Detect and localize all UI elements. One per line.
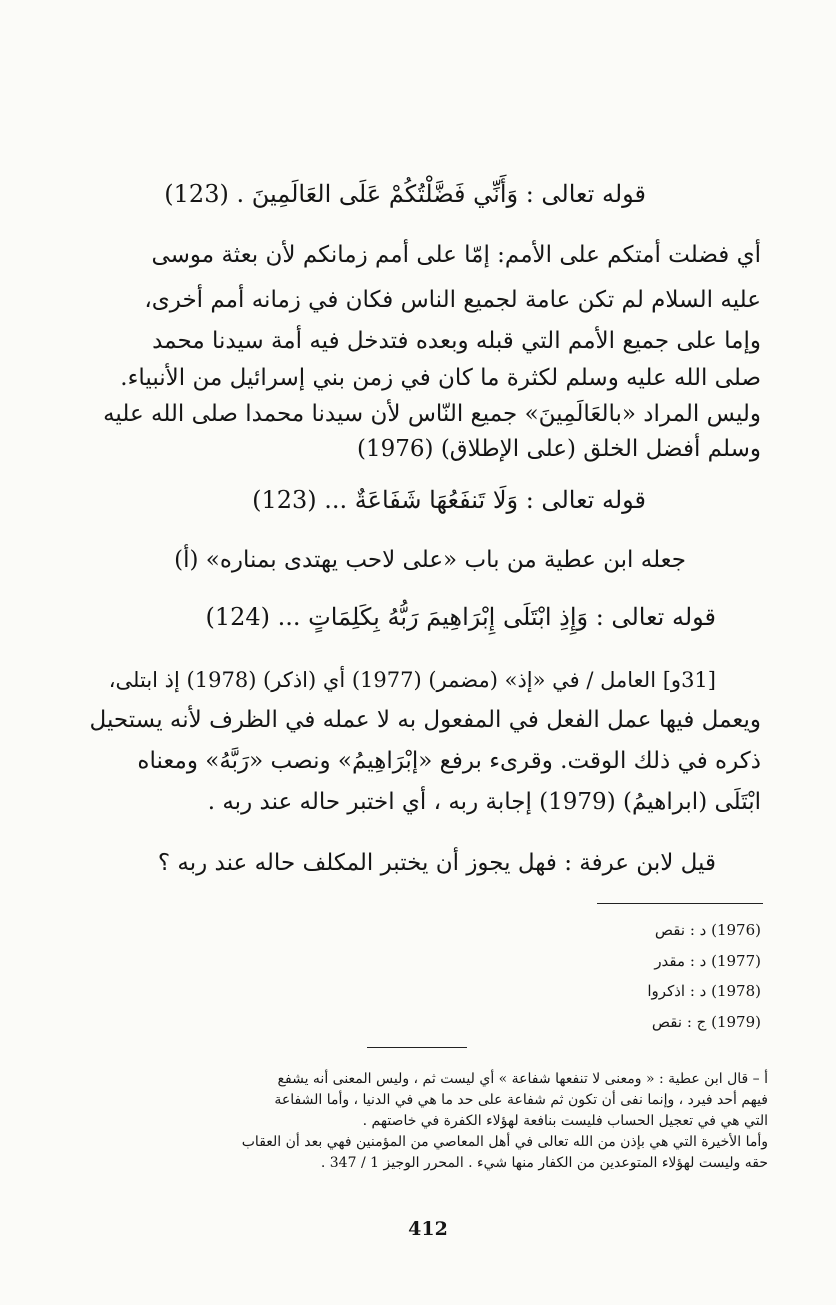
para1-line-1: أي فضلت أمتكم على الأمم: إمّا على أمم زمانكم لأن بعثة موسى bbox=[151, 242, 761, 268]
verse-124: قوله تعالى : وَإِذِ ابْتَلَى إِبْرَاهِيمَ رَبُّهُ بِكَلِمَاتٍ ... (124) bbox=[205, 603, 716, 631]
page-number: 412 bbox=[408, 1218, 448, 1240]
para1-line-2: عليه السلام لم تكن عامة لجميع الناس فكان في زمانه أمم أخرى، bbox=[144, 287, 761, 313]
para2-text: جعله ابن عطية من باب «على لاحب يهتدى بمناره» (أ) bbox=[174, 547, 686, 573]
para3-line-1: [31و] العامل / في «إذ» (مضمر) (1977) أي (اذكر) (1978) إذ ابتلى، bbox=[108, 668, 716, 692]
verse-123-virtue: قوله تعالى : وَأَنِّي فَضَّلْتُكُمْ عَلَى العَالَمِينَ . (123) bbox=[164, 180, 646, 208]
para3-line-2: ويعمل فيها عمل الفعل في المفعول به لا عمله في الظرف لأنه يستحيل bbox=[89, 707, 761, 733]
note-a-line-4: وأما الأخيرة التي هي بإذن من الله تعالى في أهل المعاصي من المؤمنين فهي بعد أن العقاب bbox=[241, 1134, 768, 1150]
footnote-separator bbox=[597, 903, 763, 904]
footnote-1976: (1976) د : نقص bbox=[654, 921, 761, 939]
note-separator bbox=[367, 1047, 467, 1048]
note-a-line-5: حقه وليست لهؤلاء المتوعدين من الكفار منها شيء . المحرر الوجيز 1 / 347 . bbox=[320, 1155, 768, 1171]
para1-line-4: صلى الله عليه وسلم لكثرة ما كان في زمن بني إسرائيل من الأنبياء. bbox=[120, 365, 761, 391]
footnote-1979: (1979) ج : نقص bbox=[651, 1013, 761, 1031]
verse-123-intercession: قوله تعالى : وَلَا تَنفَعُهَا شَفَاعَةٌ ... (123) bbox=[252, 486, 646, 514]
note-a-line-3: التي هي في تعجيل الحساب فليست بنافعة لهؤلاء الكفرة في خاصتهم . bbox=[362, 1113, 768, 1129]
para1-line-5: وليس المراد «بالعَالَمِينَ» جميع النّاس لأن سيدنا محمدا صلى الله عليه bbox=[103, 401, 761, 427]
footnote-1977: (1977) د : مقدر bbox=[654, 952, 761, 970]
footnote-1978: (1978) د : اذكروا bbox=[647, 982, 761, 1000]
para3-line-4: ابْتَلَى (ابراهيمُ) (1979) إجابة ربه ، أي اختبر حاله عند ربه . bbox=[207, 789, 761, 815]
para3-line-3: ذكره في ذلك الوقت. وقرىء برفع «إبْرَاهِيمُ» ونصب «رَبَّهُ» ومعناه bbox=[137, 748, 761, 774]
para1-line-3: وإما على جميع الأمم التي قبله وبعده فتدخل فيه أمة سيدنا محمد bbox=[152, 328, 761, 354]
note-a-line-1: أ – قال ابن عطية : « ومعنى لا تنفعها شفاعة » أي ليست ثم ، وليس المعنى أنه يشفع bbox=[277, 1071, 768, 1087]
para4-text: قيل لابن عرفة : فهل يجوز أن يختبر المكلف حاله عند ربه ؟ bbox=[157, 850, 716, 876]
note-a-line-2: فيهم أحد فيرد ، وإنما نفى أن تكون ثم شفاعة على حد ما هي في الدنيا ، وأما الشفاعة bbox=[274, 1092, 768, 1108]
para1-line-6: وسلم أفضل الخلق (على الإطلاق) (1976) bbox=[357, 436, 761, 462]
